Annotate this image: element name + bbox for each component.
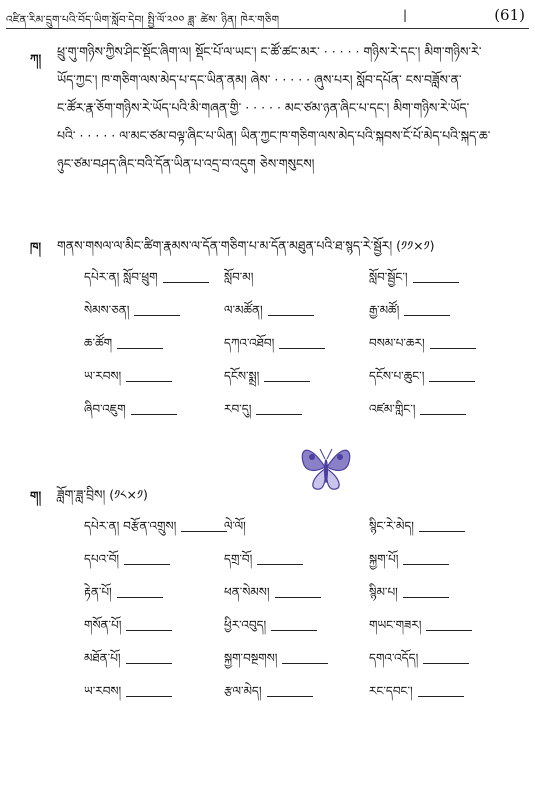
header-rule [6,28,529,29]
exercise-item [84,396,177,430]
exercise-word: རྒྱ་མཚོ། [369,303,400,317]
exercise-word: གསོན་པོ། [84,618,122,632]
answer-blank[interactable] [264,381,310,382]
exercise-item [369,612,472,646]
answer-blank[interactable] [426,630,472,631]
exercise-item [224,612,317,646]
answer-blank[interactable] [420,414,466,415]
answer-blank[interactable] [126,630,172,631]
section-marker-1: ཀ། [30,52,42,66]
exercise-word: དཔའ་བོ། [84,552,120,566]
header-marker: | [403,8,408,22]
section-marker-3: ག། [30,489,42,503]
butterfly-icon [298,437,354,497]
reading-paragraph [57,38,527,178]
answer-blank[interactable] [126,696,172,697]
exercise-item [224,363,310,397]
exercise-word: འཛམ་གླིང་། [369,402,416,416]
exercise-word: རྩལ་མེད། [224,684,262,698]
exercise-word: ཡ་རབས། [84,369,122,383]
exercise-word: བསམ་པ་ཆར། [369,336,425,350]
exercise-word: ལེ་ལོ། [224,519,246,533]
page-header [6,6,529,28]
exercise-item [369,297,450,331]
answer-blank[interactable] [430,348,476,349]
exercise-word: དགྲ་བོ། [224,552,253,566]
exercise-item [369,330,476,364]
answer-blank[interactable] [282,663,328,664]
exercise-word: དངོས་སྨྲ། [224,369,260,383]
exercise-item [224,513,246,547]
exercise-item [84,678,172,712]
exercise-row [84,678,524,700]
exercise-item [84,330,163,364]
answer-blank[interactable] [279,348,325,349]
answer-blank[interactable] [163,282,209,283]
exercise-word: སྐྱག་པོ། [369,552,399,566]
exercise-word: ཆ་ཚོག [84,336,113,350]
exercise-item [369,645,469,679]
exercise-word: རྟེན་པོ། [84,585,112,599]
answer-blank[interactable] [257,564,303,565]
exercise-word: གཡང་གཟར། [369,618,422,632]
exercise-item [84,579,163,613]
exercise-word: རང་དབང་། [369,684,413,698]
paragraph-line: ཉུང་ཙམ་བཤད་ཞིང་བའི་དོན་ཡིན་པ་འདྲ་བ་འདུག ཅེས་གསུངས། [57,156,315,171]
exercise-item [369,396,466,430]
exercise-row [84,579,524,601]
exercise-item [84,645,172,679]
answer-blank[interactable] [423,663,469,664]
exercise-item [224,645,328,679]
exercise-item [224,579,321,613]
exercise-item [369,678,464,712]
answer-blank[interactable] [134,315,180,316]
exercise-word: སྙིམ་པ། [369,585,398,599]
exercise-heading-synonyms: གནས་གསལ་ལ་མིང་ཚིག་རྣམས་ལ་དོན་གཅིག་པ་མ་དོན་མཐུན་པའི་ཐ་སྙད་རེ་སྦྱོར། (༡༡×༡) [57,238,435,253]
answer-blank[interactable] [419,531,465,532]
exercise-word: ཕན་སེམས། [224,585,270,599]
exercise-row [84,612,524,634]
exercise-item [369,363,475,397]
exercise-word: ལ་མཚོན། [224,303,263,317]
exercise-item [224,264,253,298]
exercise-word: ཕྱིར་འབུད། [224,618,267,632]
answer-blank[interactable] [256,414,302,415]
exercise-row [84,645,524,667]
exercise-heading-antonyms: ཟློག་ཟླ་བྲིས། (༡༨×༡) [57,487,148,502]
answer-blank[interactable] [126,663,172,664]
exercise-word: སྐྱག་བསྔགས། [224,651,278,665]
exercise-row [84,513,524,535]
exercise-item [369,546,449,580]
answer-blank[interactable] [126,381,172,382]
exercise-word: སློབ་སྦྱོང་། [369,270,408,284]
answer-blank[interactable] [418,696,464,697]
exercise-item [369,264,459,298]
section-marker-2: ཁ། [30,240,42,254]
exercise-word: སེམས་ཅན། [84,303,130,317]
exercise-item [84,513,227,547]
answer-blank[interactable] [404,315,450,316]
exercise-item [224,678,313,712]
exercise-word: རབ་དུ། [224,402,252,416]
exercise-item [84,546,170,580]
answer-blank[interactable] [429,381,475,382]
exercise-row [84,330,524,352]
exercise-item [224,330,325,364]
answer-blank[interactable] [117,597,163,598]
exercise-item [369,579,449,613]
exercise-word: སློབ་མ། [224,270,254,284]
answer-blank[interactable] [117,348,163,349]
exercise-item [224,396,302,430]
exercise-item [84,612,172,646]
exercise-item [84,297,180,331]
exercise-word: དཀའ་འཐོབ། [224,336,275,350]
exercise-word: སྙིང་རེ་མེད། [369,519,414,533]
exercise-item [224,546,303,580]
exercise-word: མཐོན་པོ། [84,651,121,665]
exercise-item [224,297,314,331]
header-title: འཛིན་རིམ་དྲུག་པའི་བོད་ཡིག་སློབ་དེབ། སྤྱི་ལོ་༢༠༠ ཟླ་ ཚེས་ ཉིན། ཁེར་གཅིག [6,14,280,26]
exercise-item [369,513,465,547]
answer-blank[interactable] [267,696,313,697]
exercise-row [84,264,524,286]
answer-blank[interactable] [181,531,227,532]
exercise-word: ཡ་རབས། [84,684,122,698]
answer-blank[interactable] [271,630,317,631]
exercise-word: དགའ་འདོད། [369,651,419,665]
answer-blank[interactable] [403,597,449,598]
page-number: (61) [494,6,525,24]
exercise-row [84,546,524,568]
exercise-word: དཔེར་ན། སློབ་ཕྲུག [84,270,158,284]
exercise-row [84,297,524,319]
answer-blank[interactable] [131,414,177,415]
answer-blank[interactable] [268,315,314,316]
answer-blank[interactable] [124,564,170,565]
answer-blank[interactable] [275,597,321,598]
paragraph-line: པའི་ · · · · · ལ་མང་ཙམ་བལྟ་ཞིང་པ་ཡིན། ཡིན་ཀྱང་ཁ་གཅིག་ལས་མེད་པའི་སྐབས་ངོ་པོ་མེད་པའི་སྐད་ཆ་ [57,128,491,143]
answer-blank[interactable] [403,564,449,565]
exercise-word: དངོས་པ་ཆུང་། [369,369,425,383]
answer-blank[interactable] [413,282,459,283]
exercise-word: དཔེར་ན། བརྩོན་འགྲུས། [84,519,177,533]
exercise-row [84,363,524,385]
paragraph-line: ཡོད་ཀྱང་། ཁ་གཅིག་ལས་མེད་པ་དང་ཡིན་ནམ། ཞེས་ · · · · · ཞུས་པར། སློབ་དཔོན་ ངས་བཟློས་ན་ [57,72,462,87]
exercise-item [84,264,209,298]
exercise-word: ཞིབ་འཇུག [84,402,126,416]
exercise-row [84,396,524,418]
paragraph-line: ང་ཚོར་རྣ་ཅོག་གཉིས་རེ་ཡོད་པའི་མི་གཞན་གྱི་ · · · · · མང་ཙམ་ཉན་ཞིང་པ་དང་། མིག་གཉིས་རེ་ཡོད་ [57,100,470,115]
paragraph-line: ཕྲུ་གུ་གཉིས་ཀྱིས་ཤིང་སྡོང་ཞིག་ལ། སྡོང་པོ་ལ་ཡང་། ང་ཚོ་ཚང་མར་ · · · · · གཉིས་རེ་དང་། མིག་གཉིས་རེ་ [57,44,482,59]
exercise-item [84,363,172,397]
